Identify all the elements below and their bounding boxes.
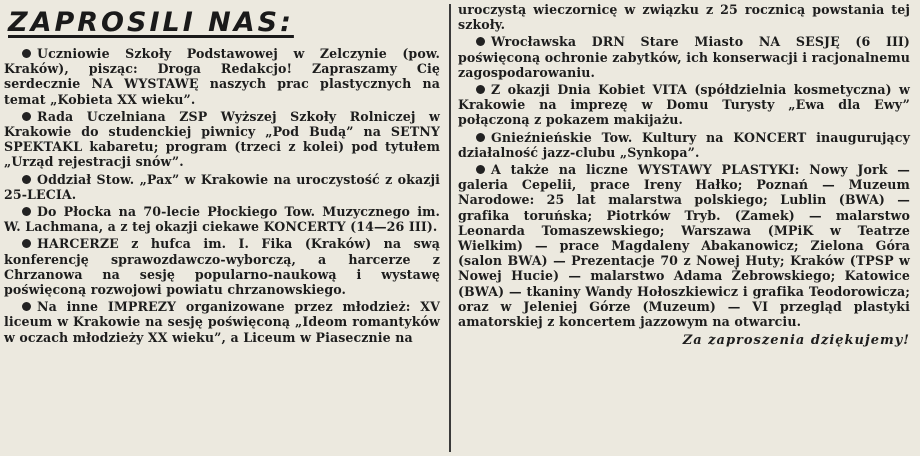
bullet-icon [476, 85, 485, 94]
page-title: ZAPROSILI NAS: [8, 7, 294, 38]
bullet-icon [22, 175, 31, 184]
list-item: Gnieźnieńskie Tow. Kultury na KONCERT inaugurujący działalność jazz-clubu „Synkopa”. [458, 129, 910, 160]
right-column [458, 0, 910, 348]
list-item: Uczniowie Szkoły Podstawowej w Zelczynie (pow. Kraków), pisząc: Droga Redakcjo! Zapraszamy Cię serdecznie NA WYSTAWĘ naszych prac plastycznych na temat „Kobieta XX wieku”. [4, 46, 440, 107]
bullet-icon [22, 302, 31, 311]
bullet-icon [22, 239, 31, 248]
bullet-icon [22, 49, 31, 58]
list-item: Na inne IMPREZY organizowane przez młodzież: XV liceum w Krakowie na sesję poświęconą „Ideom romantyków w oczach młodzieży XX wieku”, a Liceum w Piasecznie na [4, 299, 440, 345]
list-item: Wrocławska DRN Stare Miasto NA SESJĘ (6 III) poświęconą ochronie zabytków, ich konserwacji i racjonalnemu zagospodarowaniu. [458, 34, 911, 80]
bullet-icon [476, 133, 485, 142]
list-item: Rada Uczelniana ZSP Wyższej Szkoły Rolniczej w Krakowie do studenckiej piwnicy „Pod Budą” na SETNY SPEKTAKL kabaretu; program (trzeci z kolei) pod tytułem „Urząd rejestracji snów”. [4, 108, 440, 170]
list-item: Z okazji Dnia Kobiet VITA (spółdzielnia kosmetyczna) w Krakowie na imprezę w Domu Turysty „Ewa dla Ewy” połączoną z pokazem makijażu. [458, 82, 910, 128]
bullet-icon [22, 112, 31, 121]
list-item: Do Płocka na 70-lecie Płockiego Tow. Muzycznego im. W. Lachmana, a z tej okazji ciekawe KONCERTY (14—26 III). [4, 204, 440, 235]
list-item: HARCERZE z hufca im. I. Fika (Kraków) na swą konferencję sprawozdawczo-wyborczą, a harcerze z Chrzanowa na sesję popularno-naukową i wystawę poświęconą rozwojowi powiatu chrzanowskiego. [4, 236, 440, 298]
list-item: A także na liczne WYSTAWY PLASTYKI: Nowy Jork — galeria Cepelii, prace Ireny Hałko; Poznań — Muzeum Narodowe: 25 lat malarstwa polskiego; Lublin (BWA) — grafika toruńska; Piotrków Tryb. (Zamek) — malarstwo Leonarda Tomaszewskiego; Warszawa (MPiK w Teatrze Wielkim) — prace Magdaleny Abakanowicz; Zielona Góra (salon BWA) — Prezentacje 70 z Nowej Huty; Kraków (TPSP w Nowej Hucie) — malarstwo Adama Żebrowskiego; Katowice (BWA) — tkaniny Wandy Hołoszkiewicz i grafika Teodorowicza; oraz w Jeleniej Górze (Muzeum) — VI przegląd plastyki amatorskiej z koncertem jazzowym na otwarciu. [458, 162, 910, 330]
bullet-icon [476, 165, 485, 174]
list-item-continuation: uroczystą wieczornicę w związku z 25 rocznicą powstania tej szkoły. [458, 2, 910, 33]
bullet-icon [476, 37, 485, 46]
bullet-icon [22, 207, 31, 216]
left-column [4, 0, 440, 347]
column-divider [449, 4, 451, 452]
closing-thanks: Za zaproszenia dziękujemy! [682, 333, 910, 349]
list-item: Oddział Stow. „Pax” w Krakowie na uroczystość z okazji 25-LECIA. [4, 171, 440, 202]
